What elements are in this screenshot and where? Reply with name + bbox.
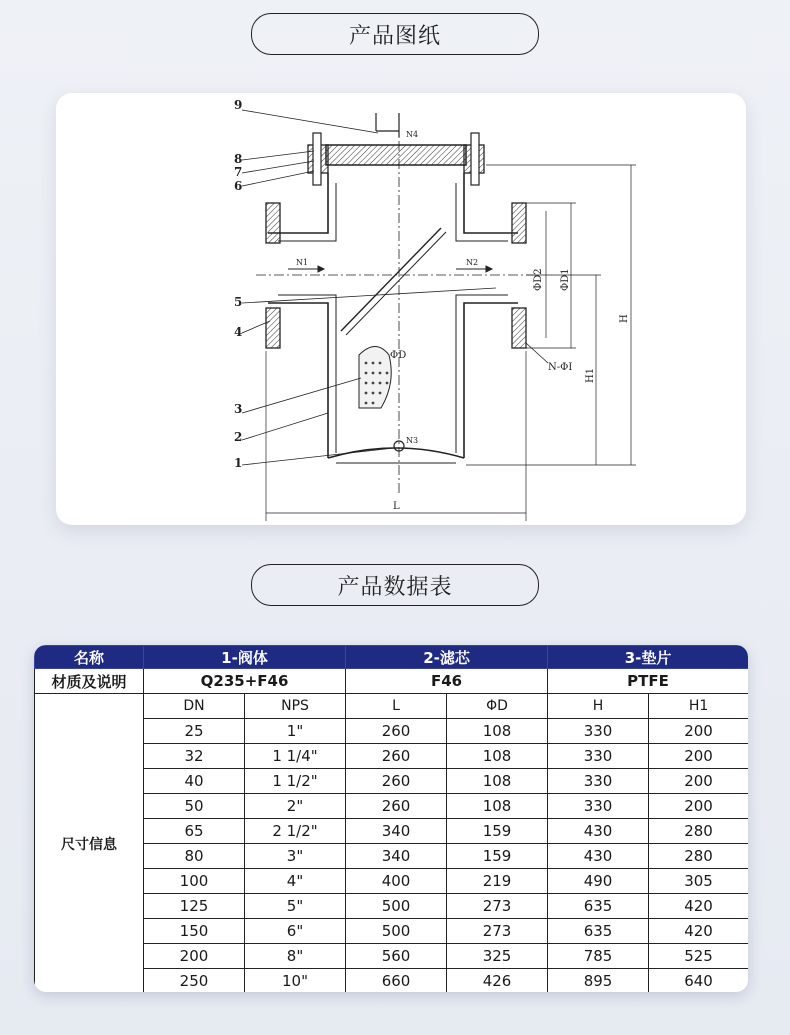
table-cell: 500 bbox=[346, 894, 447, 919]
size-info-label: 尺寸信息 bbox=[35, 694, 144, 993]
table-cell: 4" bbox=[245, 869, 346, 894]
table-cell: 200 bbox=[649, 794, 748, 819]
dim-label-h: H bbox=[619, 314, 630, 323]
table-cell: 340 bbox=[346, 819, 447, 844]
table-cell: 635 bbox=[548, 894, 649, 919]
table-cell: 273 bbox=[447, 894, 548, 919]
table-cell: 200 bbox=[144, 944, 245, 969]
part-label: 3 bbox=[234, 402, 243, 416]
table-cell: 40 bbox=[144, 769, 245, 794]
table-cell: 200 bbox=[649, 744, 748, 769]
table-cell: 420 bbox=[649, 919, 748, 944]
part-label: 4 bbox=[234, 325, 243, 339]
table-cell: 8" bbox=[245, 944, 346, 969]
table-cell: 330 bbox=[548, 744, 649, 769]
header-body: 1-阀体 bbox=[144, 646, 346, 669]
header-filter: 2-滤芯 bbox=[346, 646, 548, 669]
table-cell: 280 bbox=[649, 844, 748, 869]
table-cell: 32 bbox=[144, 744, 245, 769]
part-label: 8 bbox=[234, 152, 243, 166]
table-cell: 5" bbox=[245, 894, 346, 919]
dim-label-d: ΦD bbox=[390, 350, 407, 361]
table-cell: 108 bbox=[447, 769, 548, 794]
table-cell: 219 bbox=[447, 869, 548, 894]
table-cell: 6" bbox=[245, 919, 346, 944]
nozzle-label: N1 bbox=[296, 258, 309, 267]
table-cell: 330 bbox=[548, 719, 649, 744]
dim-label-bolt: N-ΦI bbox=[548, 362, 573, 373]
table-cell: 100 bbox=[144, 869, 245, 894]
part-label: 1 bbox=[234, 456, 243, 470]
section-title-drawing bbox=[251, 13, 539, 55]
table-cell: 635 bbox=[548, 919, 649, 944]
table-cell: 330 bbox=[548, 769, 649, 794]
table-cell: 150 bbox=[144, 919, 245, 944]
table-cell: 125 bbox=[144, 894, 245, 919]
column-header: H bbox=[548, 694, 649, 719]
section-title-table bbox=[251, 564, 539, 606]
table-cell: 2 1/2" bbox=[245, 819, 346, 844]
dim-label-d2: ΦD2 bbox=[533, 268, 544, 291]
header-name: 名称 bbox=[35, 646, 144, 669]
cover-flange bbox=[326, 145, 466, 165]
table-cell: 500 bbox=[346, 919, 447, 944]
part-label: 2 bbox=[234, 430, 243, 444]
drawing-title-text: 产品图纸 bbox=[348, 23, 441, 49]
table-cell: 260 bbox=[346, 769, 447, 794]
table-cell: 250 bbox=[144, 969, 245, 993]
column-header: DN bbox=[144, 694, 245, 719]
table-cell: 400 bbox=[346, 869, 447, 894]
nozzle-label: N4 bbox=[406, 130, 419, 139]
table-cell: 560 bbox=[346, 944, 447, 969]
material-row bbox=[35, 669, 749, 694]
column-header-row bbox=[35, 694, 749, 719]
table-header-row bbox=[35, 646, 749, 669]
table-cell: 65 bbox=[144, 819, 245, 844]
table-cell: 10" bbox=[245, 969, 346, 993]
table-cell: 280 bbox=[649, 819, 748, 844]
table-cell: 260 bbox=[346, 794, 447, 819]
table-cell: 1 1/2" bbox=[245, 769, 346, 794]
material-body: Q235+F46 bbox=[144, 669, 346, 694]
nozzle-label: N3 bbox=[406, 436, 419, 445]
material-label: 材质及说明 bbox=[35, 669, 144, 694]
table-cell: 785 bbox=[548, 944, 649, 969]
table-cell: 640 bbox=[649, 969, 748, 993]
table-cell: 25 bbox=[144, 719, 245, 744]
table-title-text: 产品数据表 bbox=[337, 574, 453, 600]
table-cell: 325 bbox=[447, 944, 548, 969]
table-cell: 159 bbox=[447, 819, 548, 844]
table-cell: 525 bbox=[649, 944, 748, 969]
column-header: L bbox=[346, 694, 447, 719]
column-header: NPS bbox=[245, 694, 346, 719]
spec-table bbox=[34, 645, 748, 992]
table-cell: 330 bbox=[548, 794, 649, 819]
table-cell: 420 bbox=[649, 894, 748, 919]
table-cell: 430 bbox=[548, 819, 649, 844]
part-label: 7 bbox=[234, 165, 243, 179]
table-cell: 430 bbox=[548, 844, 649, 869]
table-cell: 260 bbox=[346, 719, 447, 744]
material-filter: F46 bbox=[346, 669, 548, 694]
table-cell: 426 bbox=[447, 969, 548, 993]
table-cell: 273 bbox=[447, 919, 548, 944]
dim-label-d1: ΦD1 bbox=[560, 268, 571, 291]
table-cell: 159 bbox=[447, 844, 548, 869]
spec-table-container bbox=[34, 645, 748, 992]
nozzle-label: N2 bbox=[466, 258, 479, 267]
drawing-card bbox=[56, 93, 746, 525]
column-header: ΦD bbox=[447, 694, 548, 719]
table-cell: 3" bbox=[245, 844, 346, 869]
table-cell: 340 bbox=[346, 844, 447, 869]
material-gasket: PTFE bbox=[548, 669, 748, 694]
table-cell: 895 bbox=[548, 969, 649, 993]
table-cell: 50 bbox=[144, 794, 245, 819]
table-cell: 108 bbox=[447, 719, 548, 744]
table-cell: 200 bbox=[649, 769, 748, 794]
dim-label-h1: H1 bbox=[585, 367, 596, 383]
dim-label-l: L bbox=[393, 501, 400, 512]
column-header: H1 bbox=[649, 694, 748, 719]
table-cell: 1" bbox=[245, 719, 346, 744]
table-cell: 1 1/4" bbox=[245, 744, 346, 769]
table-cell: 108 bbox=[447, 744, 548, 769]
table-cell: 490 bbox=[548, 869, 649, 894]
table-cell: 200 bbox=[649, 719, 748, 744]
technical-drawing bbox=[56, 93, 746, 525]
table-cell: 80 bbox=[144, 844, 245, 869]
table-cell: 108 bbox=[447, 794, 548, 819]
part-label: 9 bbox=[234, 98, 243, 112]
table-cell: 305 bbox=[649, 869, 748, 894]
table-cell: 660 bbox=[346, 969, 447, 993]
part-label: 6 bbox=[234, 179, 243, 193]
part-label: 5 bbox=[234, 295, 243, 309]
table-cell: 260 bbox=[346, 744, 447, 769]
table-cell: 2" bbox=[245, 794, 346, 819]
header-gasket: 3-垫片 bbox=[548, 646, 748, 669]
